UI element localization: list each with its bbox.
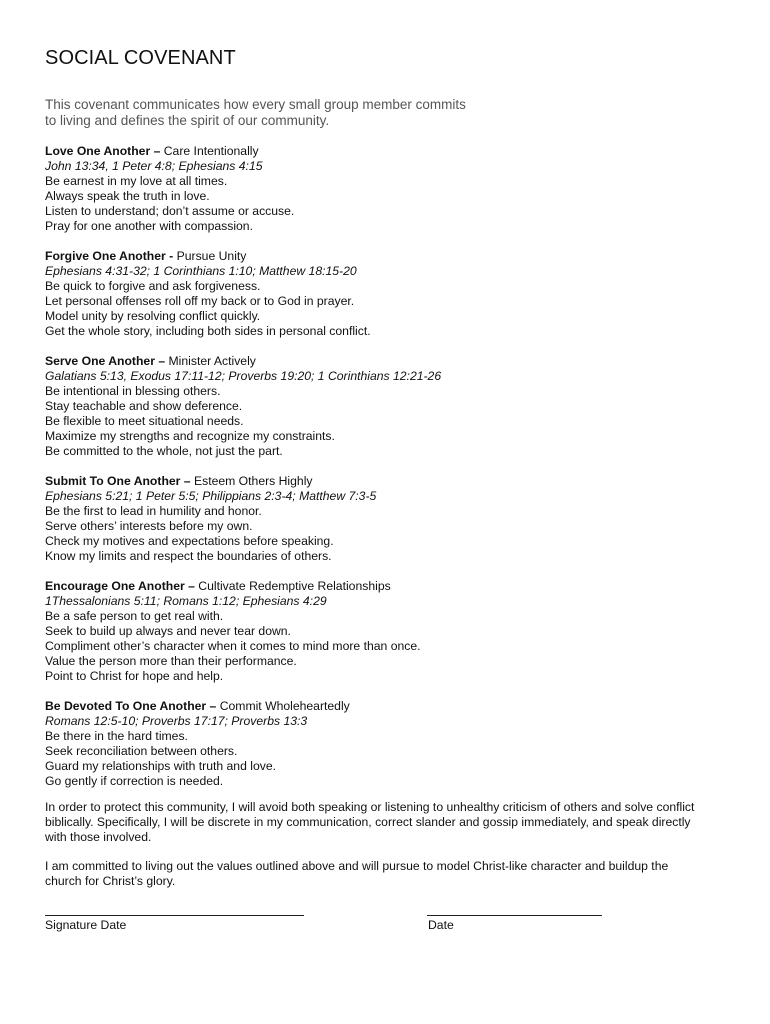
- section-line: Value the person more than their performance.: [45, 654, 297, 668]
- section-line: Listen to understand; don’t assume or accuse.: [45, 204, 295, 218]
- section-line: Be committed to the whole, not just the part.: [45, 444, 283, 458]
- section-verses: 1Thessalonians 5:11; Romans 1:12; Ephesians 4:29: [45, 594, 327, 608]
- date-line[interactable]: [427, 915, 602, 916]
- section-heading: [45, 354, 735, 369]
- section-line: Pray for one another with compassion.: [45, 219, 253, 233]
- section-line: Let personal offenses roll off my back or to God in prayer.: [45, 294, 355, 308]
- section-subtitle: Pursue Unity: [176, 249, 247, 263]
- section-separator: –: [150, 144, 164, 158]
- covenant-section: [45, 579, 735, 684]
- section-heading: [45, 579, 735, 594]
- section-separator: –: [180, 474, 194, 488]
- paragraph-line: I am committed to living out the values outlined above and will pursue to model Christ-like character and buildup the: [45, 859, 669, 873]
- section-separator: –: [154, 354, 169, 368]
- section-heading: [45, 474, 735, 489]
- section-name: Encourage One Another: [45, 579, 185, 593]
- section-verses: John 13:34, 1 Peter 4:8; Ephesians 4:15: [45, 159, 263, 173]
- covenant-sections: [45, 144, 735, 804]
- signature-line[interactable]: [45, 915, 304, 916]
- commit-paragraph: [45, 859, 735, 889]
- section-line: Be a safe person to get real with.: [45, 609, 224, 623]
- section-subtitle: Esteem Others Highly: [193, 474, 313, 488]
- section-line: Maximize my strengths and recognize my constraints.: [45, 429, 335, 443]
- section-subtitle: Care Intentionally: [163, 144, 259, 158]
- section-verses: Galatians 5:13, Exodus 17:11-12; Proverbs 19:20; 1 Corinthians 12:21-26: [45, 369, 442, 383]
- covenant-section: [45, 144, 735, 234]
- section-line: Be intentional in blessing others.: [45, 384, 221, 398]
- intro-line: to living and defines the spirit of our community.: [45, 113, 330, 128]
- section-name: Forgive One Another: [45, 249, 166, 263]
- paragraph-line: church for Christ’s glory.: [45, 874, 176, 888]
- section-line: Be earnest in my love at all times.: [45, 174, 228, 188]
- covenant-section: [45, 354, 735, 459]
- section-subtitle: Minister Actively: [168, 354, 256, 368]
- section-line: Stay teachable and show deference.: [45, 399, 243, 413]
- paragraph-line: biblically. Specifically, I will be discrete in my communication, correct slander and gossip immediately, and speak directly: [45, 815, 691, 829]
- section-separator: –: [184, 579, 199, 593]
- section-name: Love One Another: [45, 144, 151, 158]
- section-heading: [45, 249, 735, 264]
- section-line: Model unity by resolving conflict quickly.: [45, 309, 261, 323]
- section-line: Point to Christ for hope and help.: [45, 669, 224, 683]
- section-line: Check my motives and expectations before speaking.: [45, 534, 334, 548]
- paragraph-line: In order to protect this community, I will avoid both speaking or listening to unhealthy criticism of others and solve conflict: [45, 800, 695, 814]
- covenant-section: [45, 474, 735, 564]
- section-heading: [45, 699, 735, 714]
- intro-line: This covenant communicates how every small group member commits: [45, 97, 466, 112]
- section-verses: Ephesians 5:21; 1 Peter 5:5; Philippians 2:3-4; Matthew 7:3-5: [45, 489, 377, 503]
- section-name: Submit To One Another: [45, 474, 181, 488]
- section-line: Be quick to forgive and ask forgiveness.: [45, 279, 261, 293]
- section-subtitle: Cultivate Redemptive Relationships: [198, 579, 391, 593]
- intro-paragraph: [45, 97, 525, 129]
- section-separator: -: [165, 249, 177, 263]
- date-label: Date: [428, 918, 454, 932]
- covenant-section: [45, 699, 735, 789]
- section-line: Get the whole story, including both sides in personal conflict.: [45, 324, 371, 338]
- section-line: Always speak the truth in love.: [45, 189, 210, 203]
- section-line: Go gently if correction is needed.: [45, 774, 224, 788]
- section-line: Know my limits and respect the boundaries of others.: [45, 549, 332, 563]
- section-line: Be there in the hard times.: [45, 729, 188, 743]
- section-line: Guard my relationships with truth and love.: [45, 759, 276, 773]
- section-verses: Romans 12:5-10; Proverbs 17:17; Proverbs 13:3: [45, 714, 308, 728]
- section-line: Seek reconciliation between others.: [45, 744, 238, 758]
- section-heading: [45, 144, 735, 159]
- paragraph-line: with those involved.: [45, 830, 152, 844]
- section-line: Compliment other’s character when it comes to mind more than once.: [45, 639, 421, 653]
- section-line: Serve others’ interests before my own.: [45, 519, 253, 533]
- document-title: SOCIAL COVENANT: [45, 47, 236, 69]
- section-line: Be flexible to meet situational needs.: [45, 414, 244, 428]
- covenant-section: [45, 249, 735, 339]
- section-line: Seek to build up always and never tear down.: [45, 624, 291, 638]
- section-name: Be Devoted To One Another: [45, 699, 207, 713]
- section-verses: Ephesians 4:31-32; 1 Corinthians 1:10; Matthew 18:15-20: [45, 264, 357, 278]
- section-name: Serve One Another: [45, 354, 155, 368]
- section-subtitle: Commit Wholeheartedly: [219, 699, 350, 713]
- protect-paragraph: [45, 800, 735, 845]
- section-line: Be the first to lead in humility and honor.: [45, 504, 262, 518]
- signature-label: Signature Date: [45, 918, 127, 932]
- section-separator: –: [206, 699, 220, 713]
